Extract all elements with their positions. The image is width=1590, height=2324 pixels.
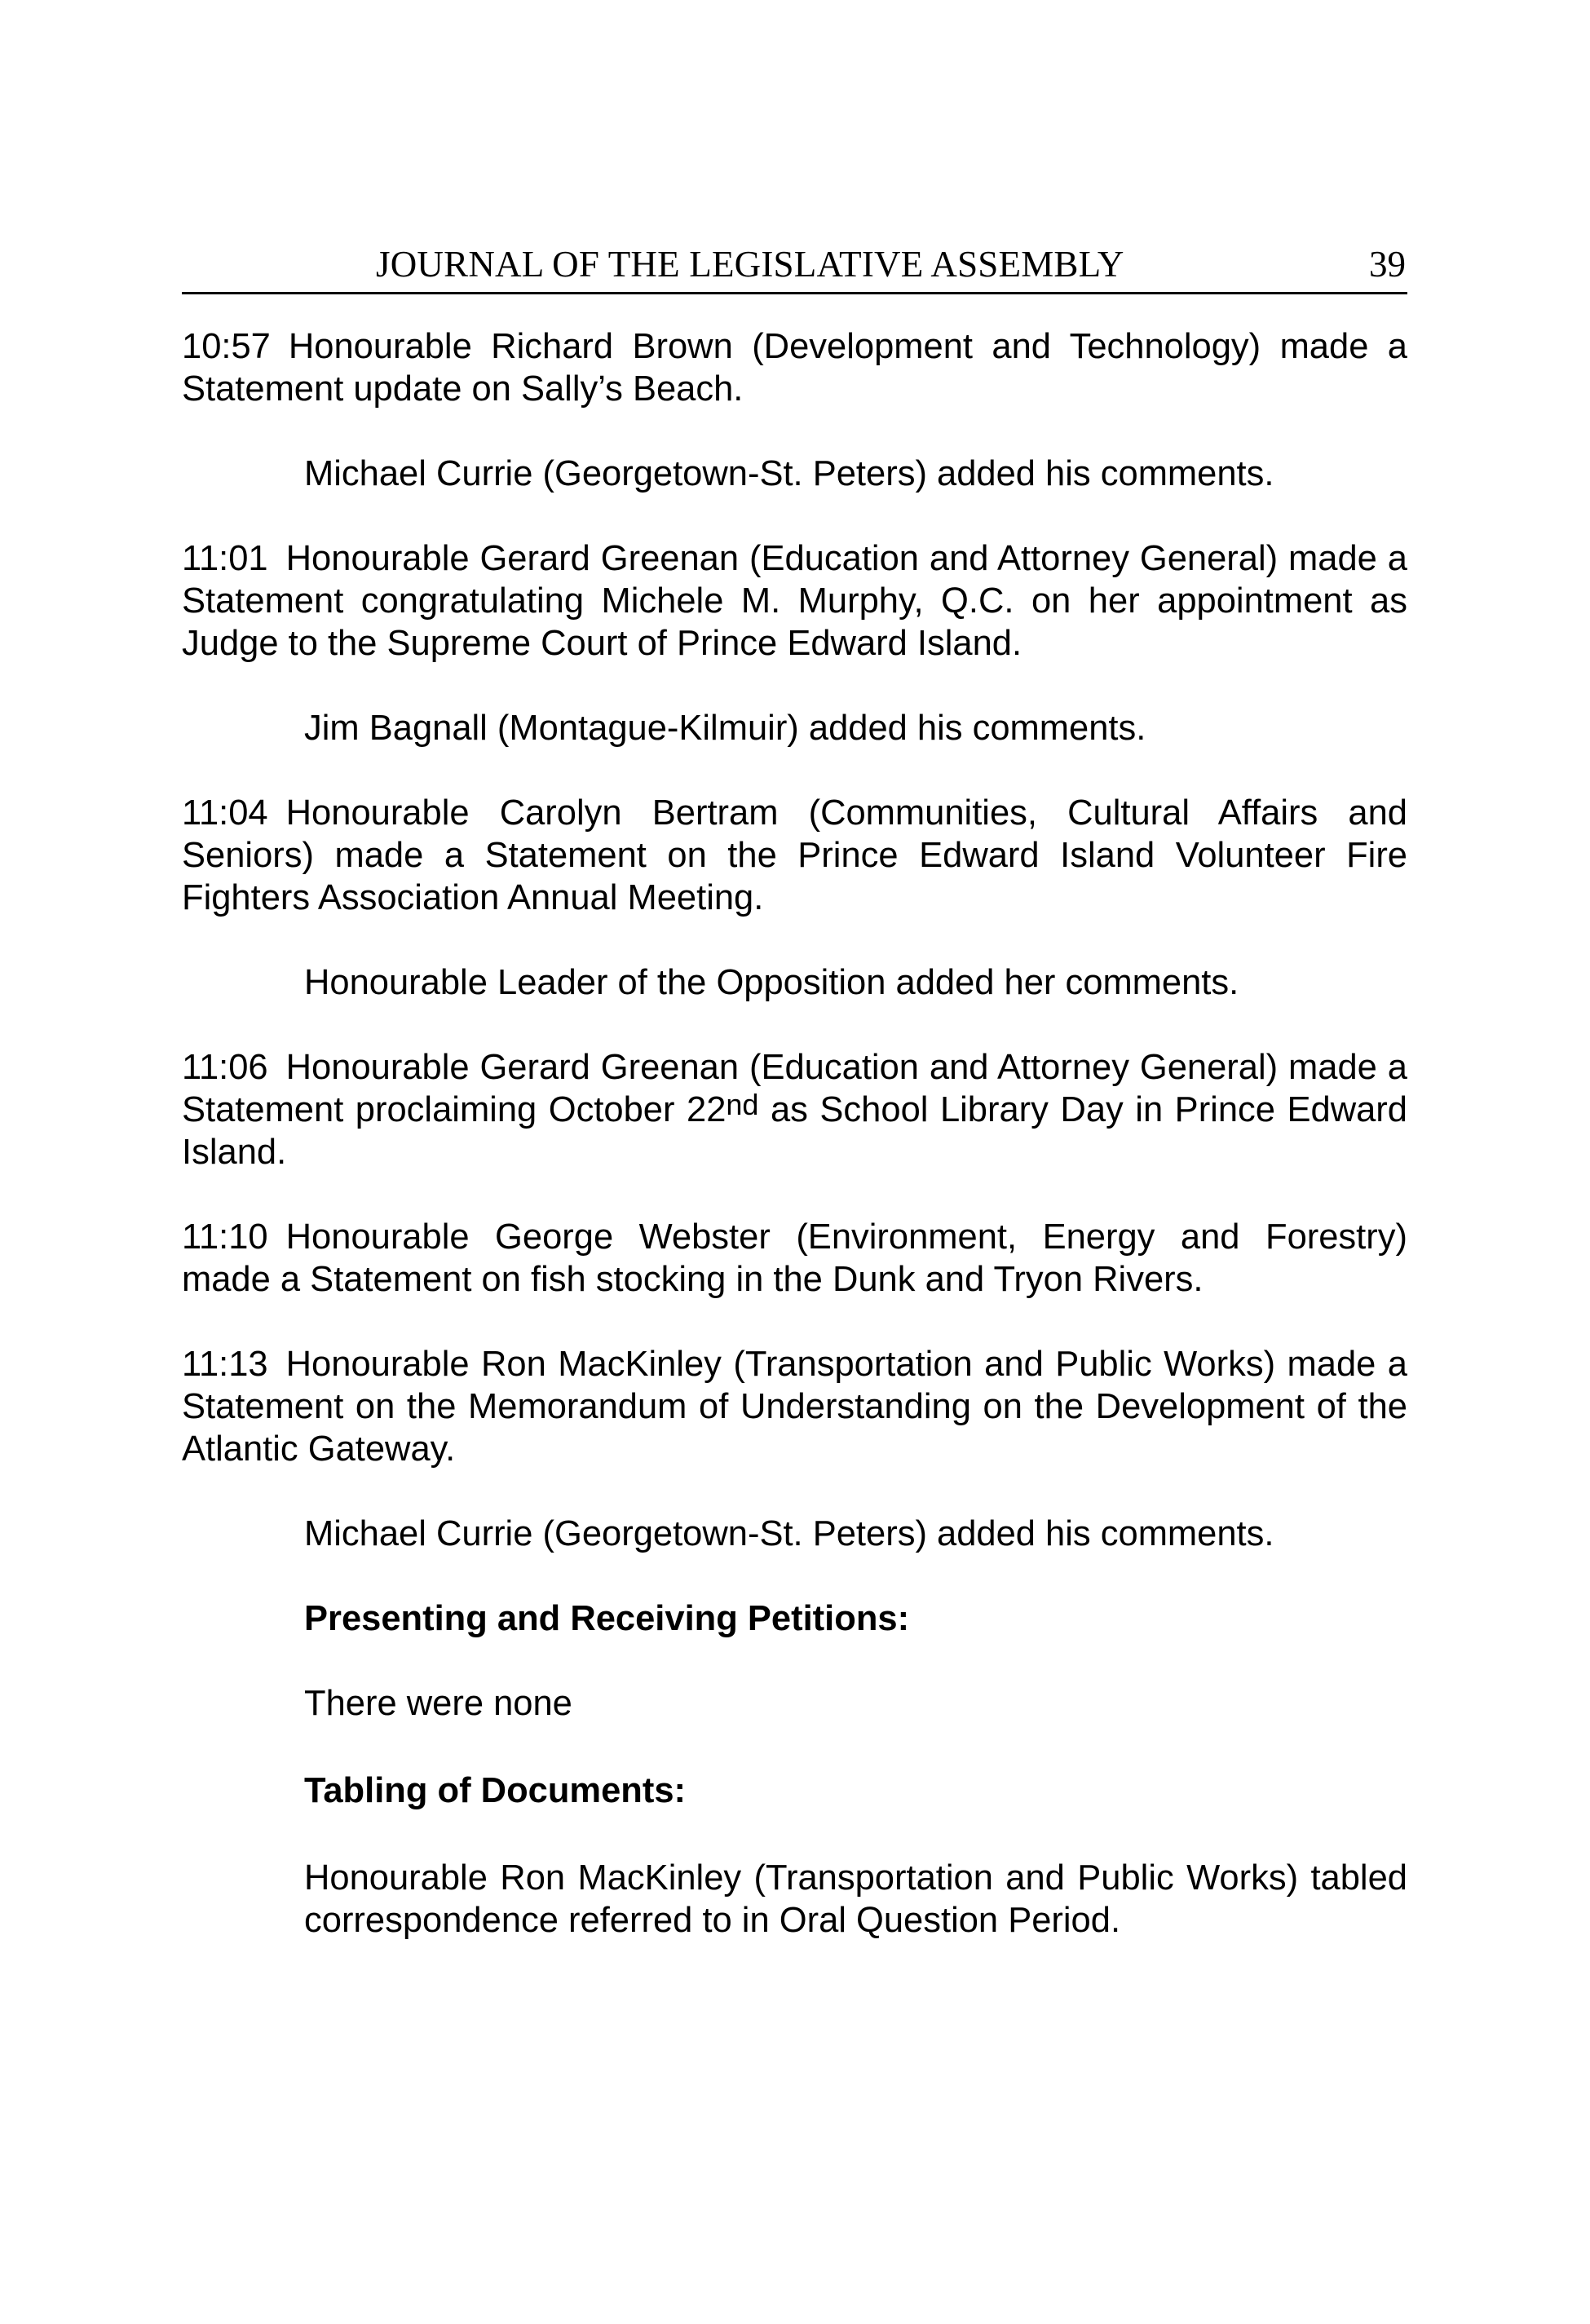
- journal-page: [182, 236, 1407, 1942]
- section-heading-tabling: Tabling of Documents:: [304, 1771, 687, 1810]
- journal-entry: [182, 792, 1407, 919]
- entry-text: Honourable Richard Brown (Development and Technology) made a Statement update on Sally’s Beach.: [182, 327, 1407, 409]
- entry-time: 11:04: [182, 793, 268, 833]
- ordinal-suffix: nd: [726, 1088, 759, 1121]
- journal-entry: [182, 1343, 1407, 1470]
- entry-text: Honourable Carolyn Bertram (Communities, Cultural Affairs and Seniors) made a Statement on the Prince Edward Island Volunteer Fire Fighters Association Annual Meeting.: [182, 793, 1407, 917]
- member-comment: Honourable Leader of the Opposition added her comments.: [304, 963, 1239, 1002]
- member-comment: Jim Bagnall (Montague-Kilmuir) added his comments.: [304, 709, 1146, 748]
- entry-text: Honourable George Webster (Environment, Energy and Forestry) made a Statement on fish stocking in the Dunk and Tryon Rivers.: [182, 1217, 1407, 1299]
- journal-entry: [182, 1046, 1407, 1173]
- entry-time: 11:10: [182, 1217, 268, 1257]
- entry-time: 10:57: [182, 327, 271, 366]
- member-comment: Michael Currie (Georgetown-St. Peters) added his comments.: [304, 1514, 1274, 1553]
- journal-title: JOURNAL OF THE LEGISLATIVE ASSEMBLY: [376, 244, 1124, 285]
- section-heading-petitions: Presenting and Receiving Petitions:: [304, 1599, 910, 1638]
- entry-text: Honourable Gerard Greenan (Education and Attorney General) made a Statement proclaiming October 22: [182, 1048, 1407, 1129]
- member-comment: Michael Currie (Georgetown-St. Peters) added his comments.: [304, 454, 1274, 493]
- running-header: [182, 236, 1407, 294]
- journal-body: [182, 325, 1407, 1942]
- entry-time: 11:01: [182, 539, 268, 578]
- entry-time: 11:06: [182, 1048, 268, 1087]
- petitions-text: There were none: [304, 1684, 572, 1723]
- entry-text: Honourable Gerard Greenan (Education and Attorney General) made a Statement congratulating Michele M. Murphy, Q.C. on her appointment as Judge to the Supreme Court of Prince Edward Island.: [182, 539, 1407, 663]
- journal-entry: [182, 537, 1407, 665]
- entry-text: Honourable Ron MacKinley (Transportation and Public Works) made a Statement on the Memorandum of Understanding on the Development of the Atlantic Gateway.: [182, 1345, 1407, 1469]
- journal-entry: [182, 1216, 1407, 1301]
- entry-text-continued: as School Library Day in Prince Edward Island.: [182, 1090, 1407, 1172]
- page-number: 39: [1369, 244, 1406, 285]
- tabling-text: Honourable Ron MacKinley (Transportation and Public Works) tabled correspondence referred to in Oral Question Period.: [304, 1858, 1407, 1940]
- journal-entry: [182, 325, 1407, 410]
- entry-time: 11:13: [182, 1345, 268, 1384]
